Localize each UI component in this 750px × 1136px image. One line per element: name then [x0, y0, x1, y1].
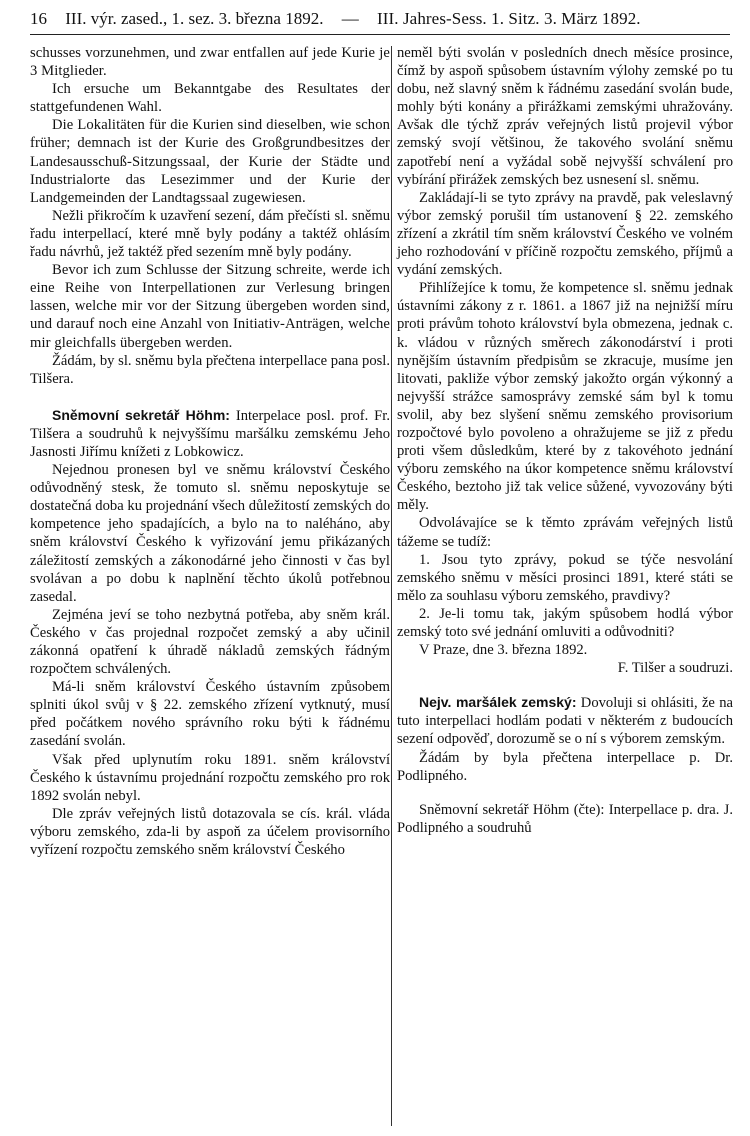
signature-line: F. Tilšer a soudruzi. [617, 660, 733, 677]
paragraph: Zejména jeví se toho nezbytná potřeba, aby sněm král. Českého v čas projednal rozpočet zemský a aby učinil zákonná opatření k úhradě nákladů zemských řádným rozpočtem schválených. [30, 606, 390, 678]
paragraph: Nežli přikročím k uzavření sezení, dám přečísti sl. sněmu řadu interpellací, které mně byly podány a taktéž ohlásím řadu návrhů, jež taktéž před sezením mně byly podány. [30, 207, 390, 261]
page-number: 16 [30, 9, 47, 28]
paragraph [30, 406, 390, 461]
header-separator: — [341, 9, 359, 28]
left-column [30, 44, 390, 859]
paragraph: Však před uplynutím roku 1891. sněm království Českého k ústavnímu projednání rozpočtu zemského pro rok 1892 svolán nebyl. [30, 751, 390, 804]
paragraph: Žádám, by sl. sněmu byla přečtena interpellace pana posl. Tilšera. [30, 352, 390, 387]
speech-text: Dovoluji si ohlásiti, že na tuto interpellaci hodlám podati v některém z budoucích sezení odpověď, dorozumě se o ní s výborem zemským. [397, 695, 733, 748]
speaker-name: Nejv. maršálek zemský: [419, 694, 577, 711]
paragraph: Nejednou pronesen byl ve sněmu království Českého odůvodněný stesk, že tomuto sl. sněmu neposkytuje se dostatečná doba ku projednání všech důležitostí zemských do kompetence jeho spadajících, a bylo na to naléháno, aby sněm království Českého k vyřizování jemu přikázaných záležitostí zemských a zákonodárné jeho činnosti v čas byl svolávan a po dobu k naplnění těchto úkolů potřebnou zasedal. [30, 462, 390, 605]
paragraph: Ich ersuche um Bekanntgabe des Resultates der stattgefundenen Wahl. [30, 81, 390, 116]
paragraph: schusses vorzunehmen, und zwar entfallen auf jede Kurie je 3 Mitglieder. [30, 45, 390, 80]
column-divider [391, 46, 392, 1126]
paragraph: Zakládají-li se tyto zprávy na pravdě, pak veleslavný výbor zemský porušil tím ustanovení § 22. zemského zřízení a zkrátil tím sněm království Českého ve volném jeho rozhodování v příčině rozpočtu zemského, příjmů a vydání zemských. [397, 189, 733, 279]
header-german: III. Jahres-Sess. 1. Sitz. 3. März 1892. [376, 9, 641, 28]
spacer [397, 677, 733, 693]
paragraph: neměl býti svolán v posledních dnech měsíce prosince, čímž by aspoň spůsobem ústavním výlohy zemské po tu dobu, než slavný sněm k řádnému zasedání svolán bude, mohly býti konány a přirážkami zemskými uhražovány. Avšak dle týchž zpráv veřejných listů projevil výbor zemský svojí většinou, že takového svolání sněmu zapotřebí není a vyžádal sobě nejvyšší schválení pro vybírání přirážek zemských bez usnesení sl. sněmu. [397, 45, 733, 188]
paragraph: Dle zpráv veřejných listů dotazovala se cís. král. vláda výboru zemského, zda-li by aspoň za účelem provisorního vyřízení rozpočtu zemského sněm království Českého [30, 805, 390, 859]
paragraph: Die Lokalitäten für die Kurien sind dieselben, wie schon früher; demnach ist der Kurie des Großgrundbesitzes der Landesausschuß-Sitzungssaal, der Kurie der Städte und Industrialorte das Lesezimmer und der Kurie der Landgemeinden der Landtagssaal zugewiesen. [30, 117, 390, 206]
right-column [397, 44, 733, 837]
paragraph: Žádám by byla přečtena interpellace p. Dr. Podlipného. [397, 749, 733, 784]
spacer [30, 388, 390, 406]
page-header [30, 6, 730, 32]
paragraph: Odvolávajíce se k těmto zprávám veřejných listů tážeme se tudíž: [397, 515, 733, 550]
paragraph: V Praze, dne 3. března 1892. [419, 642, 588, 659]
paragraph: Přihlížejíce k tomu, že kompetence sl. sněmu jednak ústavními zákony z r. 1861. a 1867 již na nejnižší míru proti právům tohoto království byla obmezena, jednak c. k. vládou v různých směrech zákonodárství i proti nynějším ústavním předpisům se zkracuje, musíme jen litovati, pakliže výbor zemský jakožto orgán výkonný a nejvyšší strážce samosprávy zemské sám byl k tomu svolil, aby bez slyšení sněmu zemského provisorium rozpočtové bylo povoleno a ohražujeme se již z předu proti všem důsledkům, které by z takovéhoto jednání výboru zemského na úkor kompetence sněmu království Českého, beztoho již tak velice sůžené, vyvozovány býti měly. [397, 280, 733, 514]
speech-text: (čte): Interpellace p. dra. J. Podlipného a soudruhů [397, 801, 733, 836]
speech-text: Interpelace posl. prof. Fr. Tilšera a soudruhů k nejvyššímu maršálku zemskému Jeho Jasnosti Jiřímu knížeti z Lobkowicz. [30, 407, 391, 460]
paragraph: 2. Je-li tomu tak, jakým spůsobem hodlá výbor zemský toto své jednání omluviti a odůvodniti? [397, 605, 733, 640]
paragraph [397, 693, 733, 748]
paragraph: Bevor ich zum Schlusse der Sitzung schreite, werde ich eine Reihe von Interpellationen zur Verlesung bringen lassen, welche mir vor der Sitzung übergeben worden sind, und darauf noch eine Anzahl von Initiativ-Anträgen, welche mir gleichfalls übergeben werden. [30, 262, 390, 351]
spacer [397, 785, 733, 801]
speaker-name: Sněmovní sekretář Höhm [419, 801, 570, 818]
header-czech: III. výr. zased., 1. sez. 3. března 1892. [65, 9, 324, 28]
speaker-name: Sněmovní sekretář Höhm: [52, 406, 230, 423]
paragraph: 1. Jsou tyto zprávy, pokud se týče nesvolání zemského sněmu v měsíci prosinci 1891, které státi se mělo za souhlasu výboru zemského, pravdivy? [397, 551, 733, 604]
paragraph [397, 801, 733, 837]
header-rule [30, 34, 730, 35]
paragraph: Má-li sněm království Českého ústavním způsobem splniti úkol svůj v § 22. zemského zřízení vytknutý, musí před počátkem nového správního roku býti k řádnému zasedání svolán. [30, 679, 390, 750]
